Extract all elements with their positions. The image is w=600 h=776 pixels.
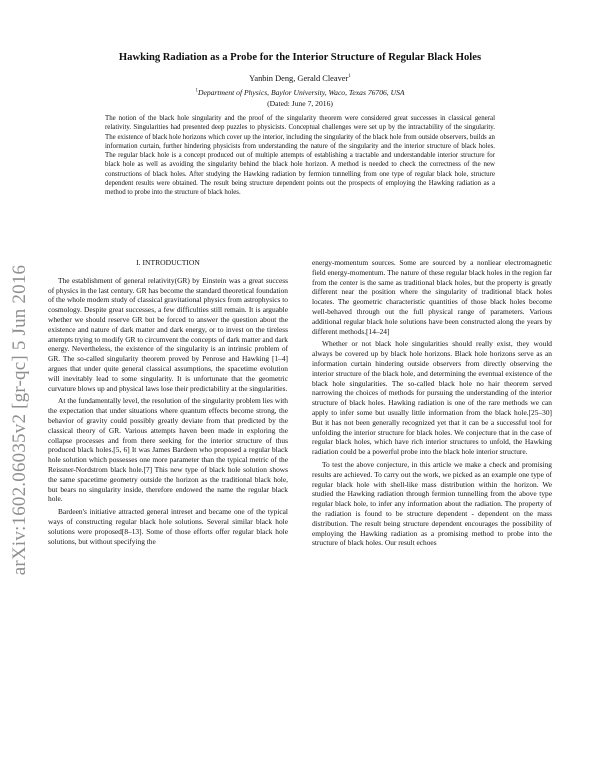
body-paragraph: To test the above conjecture, in this article we make a check and promising results are achieved. To carry out the work, we picked as an example one type of regular black hole with shell-like mass distribution within the horizon. We studied the Hawking radiation through fermion tunnelling from the above type regular black hole, to infer any information about the radiation. The property of the radiation is found to be structure dependent - dependent on the mass distribution. The result being structure dependent encourages the possibility of employing the Hawking radiation as a promising method to probe into the structure of black holes. Our result echoes [312,459,552,548]
body-paragraph: Whether or not black hole singularities should really exist, they would always be covered up by black hole horizons. Black hole horizons serve as an information curtain hindering outside observers from directly observing the interior structure of the black hole, and determining the eventual existence of the black hole singularities. The so-called black hole no hair theorem served narrowing the choices of methods for pursuing the understanding of the interior structure of black holes. Hawking radiation is one of the rare methods we can apply to infer some but usually little information from the black hole.[25–30] But it has not been generally recognized yet that it can be a successful tool for unfolding the interior structure for black holes. We conjecture that in the case of regular black holes, which have rich interior structures to unfold, the Hawking radiation could be a powerful probe into the black hole interior structure. [312,339,552,457]
body-paragraph: At the fundamentally level, the resolution of the singularity problem lies with the expectation that under situations where quantum effects become strong, the behavior of gravity could possibly greatly deviate from that predicted by the classical theory of GR. Various attempts haven been made in exploring the collapse processes and from there seeking for the interior structure of thus produced black holes.[5, 6] It was James Bardeen who proposed a regular black hole solution which possesses one more parameter than the typical metric of the Reissner-Nordstrom black hole.[7] This new type of black hole solution shows the same spacetime geometry outside the horizon as the traditional black hole, but bears no singularity inside, therefore endowed the name the regular black hole. [48,396,288,504]
author-affiliation-marker: 1 [348,74,351,80]
affiliation-marker: 1 [195,88,198,94]
body-paragraph: Bardeen's initiative attracted general intreset and became one of the typical ways of constructing regular black hole solutions. Several similar black hole solutions were proposed[8–13]. Some of those efforts offer regular black hole solutions, but without specifying the [48,507,288,546]
date-line: (Dated: June 7, 2016) [267,99,333,108]
author-list [80,74,520,83]
section-heading: I. INTRODUCTION [136,258,200,267]
body-paragraph: energy-momentum sources. Some are sourced by a nonliear electromagnetic field energy-momentum. The nature of these regular black holes in the region far from the center is the same as traditional black holes, but the property is greatly different near the position where the singularity of traditional black holes locates. The geometric characteristic quantities of those black holes become well-behaved through out the full physical range of parameters. Various additional regular black hole solutions have been constructed along the years by different methods.[14–24] [312,258,552,336]
body-paragraph: The establishment of general relativity(GR) by Einstein was a great success of physics in the last century. GR has become the standard theoretical foundation of the whole modern study of classical gravitational physics from astrophysics to cosmology. Despite great successes, a few difficulties still remain. It is arguable whether we should reserve GR but be forced to answer the question about the existence and nature of dark matter and dark energy, or to invest on the tireless attempts trying to modify GR to circumvent the concepts of dark matter and dark energy. Nevertheless, the existence of the singularity is an intrinsic problem of GR. The so-called singularity theorem proved by Penrose and Hawking [1–4] argues that under quite general classical assumptions, the spacetime evolution will inevitably lead to some singularity. It is unfortunate that the geometric curvature blows up and physical laws lose their predictability at the singularities. [48,275,288,393]
authors-text: Yanbin Deng, Gerald Cleaver [249,74,349,83]
left-column [48,258,288,549]
right-column [312,258,552,551]
affiliation-text: Department of Physics, Baylor University, Waco, Texas 76706, USA [197,88,405,97]
abstract: The notion of the black hole singularity and the proof of the singularity theorem were considered great successes in classical general relativity. Singularities had presented deep puzzles to physicists. Conceptual challenges were set up by the intractability of the singularity. The existence of black hole horizons which cover up the interior, including the singularity of the black hole from outside observers, builds an information curtain, further hindering physicists from understanding the nature of the singularity and the interior structure of black holes. The regular black hole is a concept produced out of multiple attempts of establishing a tractable and understandable interior structure for black hole as well as avoiding the singularity behind the black hole horizon. A method is needed to check the correctness of the new constructions of black holes. After studying the Hawking radiation by fermion tunnelling from one type of regular black hole, structure dependent results were obtained. The result being structure dependent points out the prospects of employing the Hawking radiation as a method to probe into the structure of black holes. [105,115,495,197]
paper-title: Hawking Radiation as a Probe for the Interior Structure of Regular Black Holes [118,52,482,63]
affiliation [80,88,520,97]
arxiv-identifier: arXiv:1602.06035v2 [gr-qc] 5 Jun 2016 [9,264,30,576]
